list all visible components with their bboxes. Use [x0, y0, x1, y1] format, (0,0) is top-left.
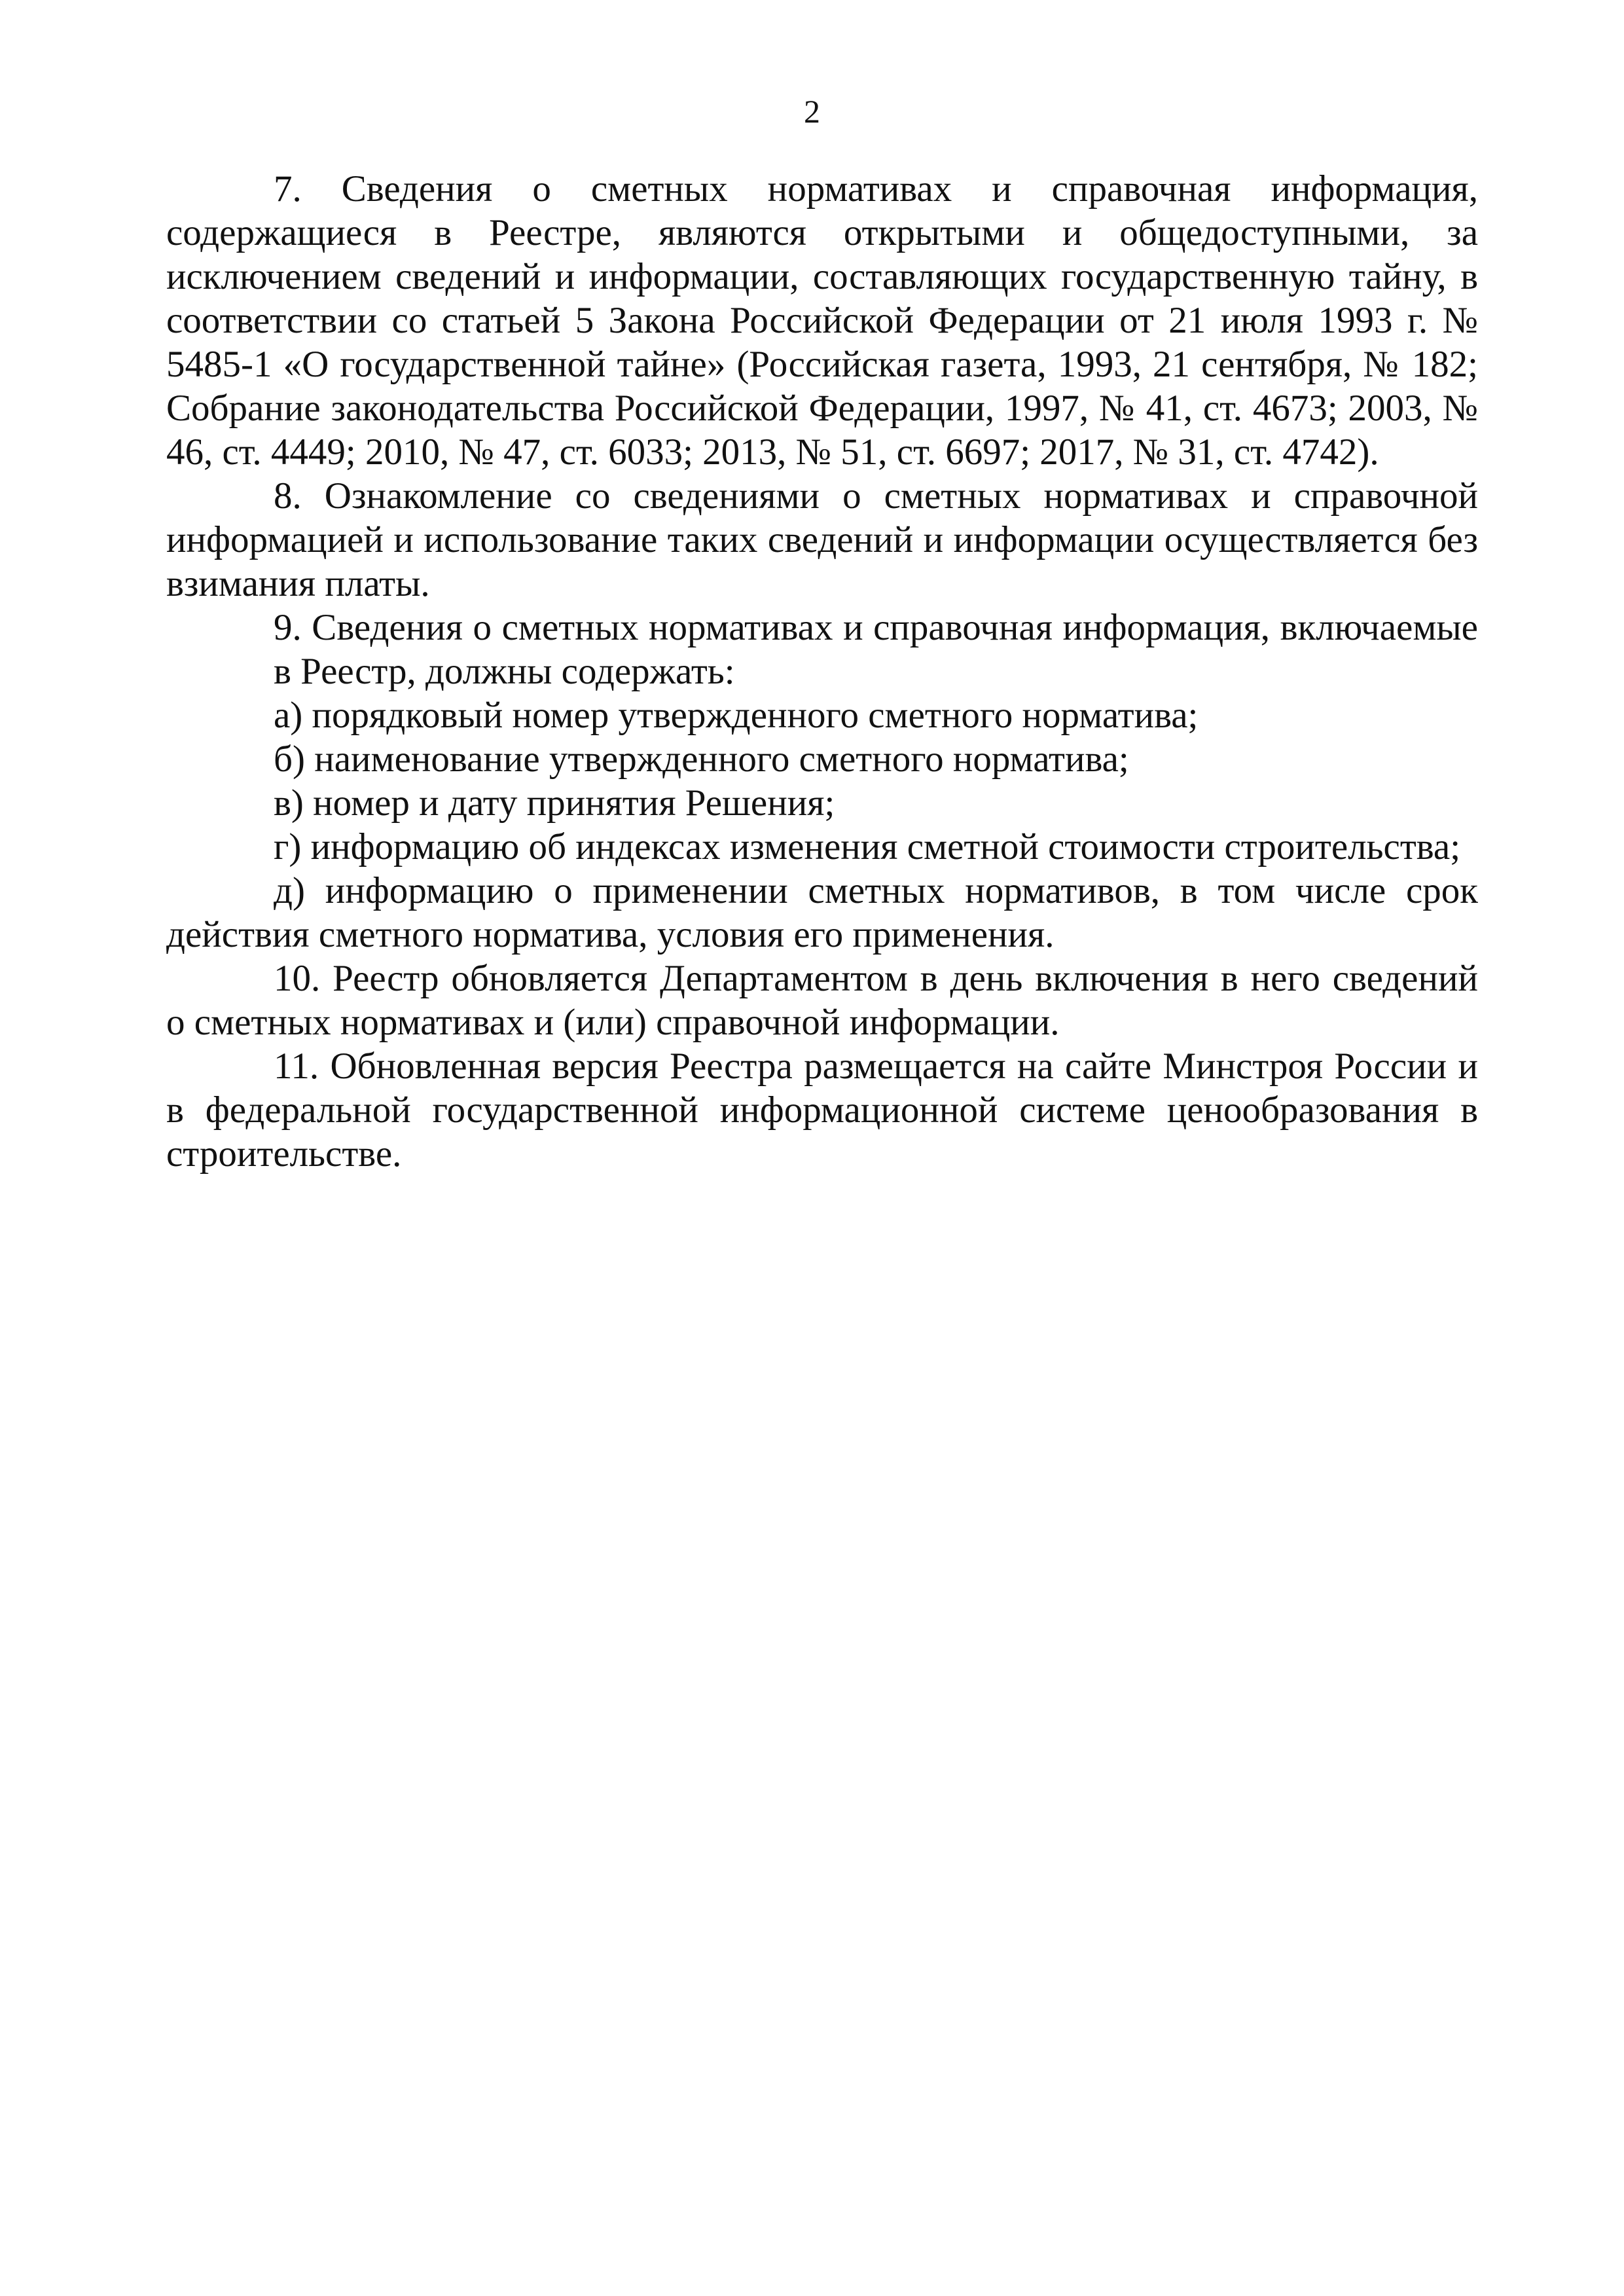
paragraph-10: 10. Реестр обновляется Департаментом в день включения в него сведений о сметных нормативах и (или) справочной информации.: [166, 958, 1478, 1043]
paragraph-9-item-g: г) информацию об индексах изменения сметной стоимости строительства;: [274, 826, 1461, 867]
paragraph-11: 11. Обновленная версия Реестра размещается на сайте Минстроя России и в федеральной государственной информационной системе ценообразования в строительстве.: [166, 1046, 1478, 1175]
paragraph-9: 9. Сведения о сметных нормативах и справочная информация, включаемые в Реестр, должны содержать:: [274, 607, 1478, 692]
paragraph-9-item-a: а) порядковый номер утвержденного сметного норматива;: [274, 695, 1199, 736]
paragraph-7: 7. Сведения о сметных нормативах и справочная информация, содержащиеся в Реестре, являются открытыми и общедоступными, за исключением сведений и информации, составляющих государственную тайну, в соответствии со статьей 5 Закона Российской Федерации от 21 июля 1993 г. № 5485-1 «О государственной тайне» (Российская газета, 1993, 21 сентября, № 182; Собрание законодательства Российской Федерации, 1997, № 41, ст. 4673; 2003, № 46, ст. 4449; 2010, № 47, ст. 6033; 2013, № 51, ст. 6697; 2017, № 31, ст. 4742).: [166, 168, 1478, 473]
page-number: 2: [804, 93, 820, 130]
document-body: [166, 167, 1478, 1176]
paragraph-8: 8. Ознакомление со сведениями о сметных нормативах и справочной информацией и использование таких сведений и информации осуществляется без взимания платы.: [166, 475, 1478, 604]
paragraph-9-item-v: в) номер и дату принятия Решения;: [274, 782, 835, 824]
paragraph-9-item-b: б) наименование утвержденного сметного норматива;: [274, 738, 1129, 780]
paragraph-9-item-d: д) информацию о применении сметных нормативов, в том числе срок действия сметного норматива, условия его применения.: [166, 870, 1478, 955]
